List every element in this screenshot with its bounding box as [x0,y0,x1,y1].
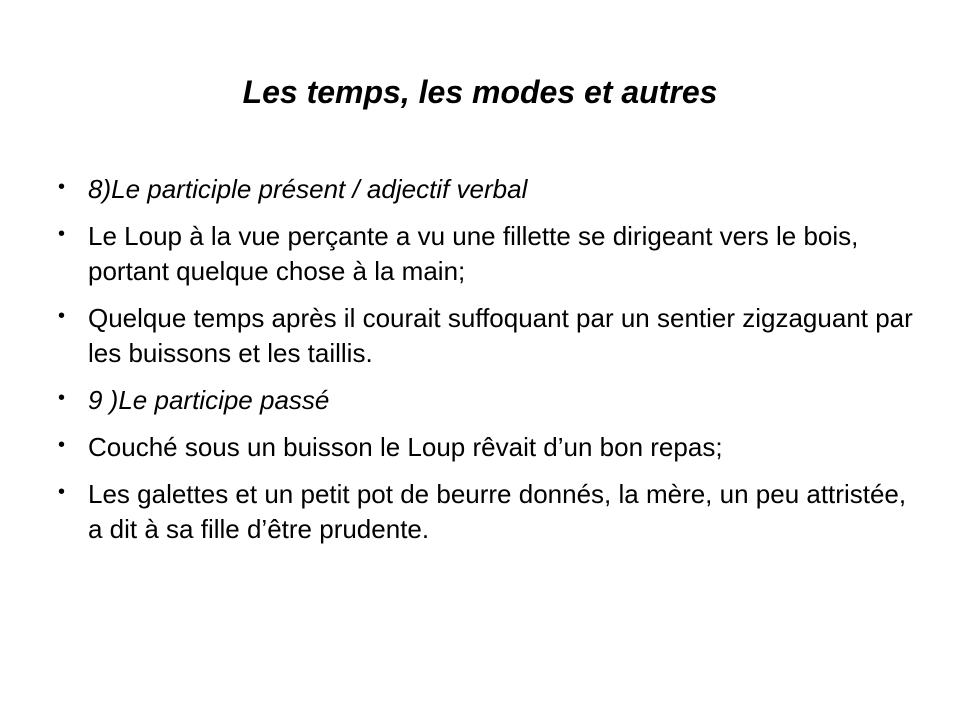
slide-title: Les temps, les modes et autres [242,74,718,110]
bullet-icon: • [58,305,66,327]
bullet-text: 8)Le participle présent / adjectif verbal [88,174,528,204]
bullet-list [58,172,918,559]
bullet-icon: • [58,481,66,503]
bullet-icon: • [58,387,66,409]
bullet-text: Les galettes et un petit pot de beurre donnés, la mère, un peu attristée, a dit à sa fille d’être prudente. [88,479,907,544]
bullet-icon: • [58,176,66,198]
bullet-text: Le Loup à la vue perçante a vu une fillette se dirigeant vers le bois, portant quelque chose à la main; [88,221,859,286]
bullet-item [58,172,918,207]
bullet-item [58,301,918,371]
bullet-icon: • [58,223,66,245]
bullet-item [58,219,918,289]
bullet-icon: • [58,434,66,456]
bullet-item [58,430,918,465]
bullet-item [58,383,918,418]
bullet-text: 9 )Le participe passé [88,385,330,415]
bullet-text: Couché sous un buisson le Loup rêvait d’un bon repas; [88,432,723,462]
bullet-item [58,477,918,547]
bullet-text: Quelque temps après il courait suffoquant par un sentier zigzaguant par les buissons et les taillis. [88,303,913,368]
